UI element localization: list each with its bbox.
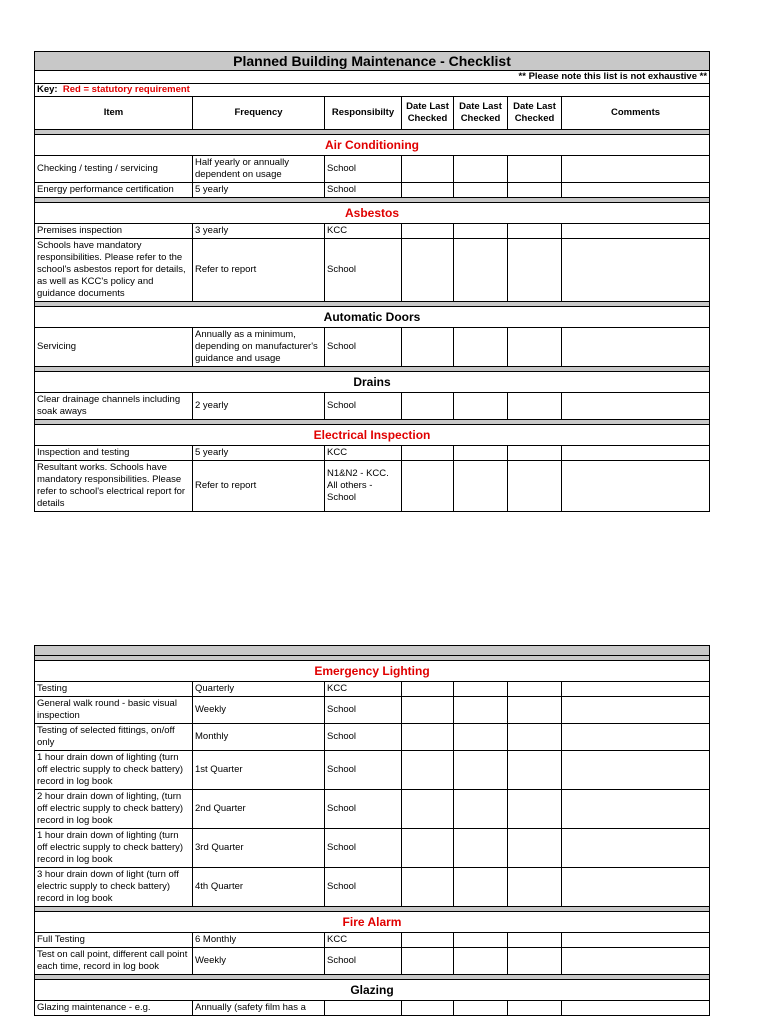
date-cell-1[interactable] bbox=[402, 868, 454, 907]
table-row bbox=[35, 933, 710, 948]
date-cell-2[interactable] bbox=[454, 328, 508, 367]
table-row bbox=[35, 724, 710, 751]
section-heading: Fire Alarm bbox=[35, 912, 710, 933]
col-date-2: Date Last Checked bbox=[454, 97, 508, 130]
date-cell-3[interactable] bbox=[508, 948, 562, 975]
date-cell-1[interactable] bbox=[402, 724, 454, 751]
frequency-cell: 6 Monthly bbox=[193, 933, 325, 948]
table-row bbox=[35, 751, 710, 790]
item-cell: 2 hour drain down of lighting, (turn off electric supply to check battery) record in log book bbox=[35, 790, 193, 829]
date-cell-2[interactable] bbox=[454, 461, 508, 512]
date-cell-1[interactable] bbox=[402, 790, 454, 829]
date-cell-3[interactable] bbox=[508, 183, 562, 198]
date-cell-1[interactable] bbox=[402, 1001, 454, 1016]
date-cell-3[interactable] bbox=[508, 829, 562, 868]
date-cell-1[interactable] bbox=[402, 156, 454, 183]
table-row bbox=[35, 239, 710, 302]
table-row bbox=[35, 790, 710, 829]
col-frequency: Frequency bbox=[193, 97, 325, 130]
col-item: Item bbox=[35, 97, 193, 130]
date-cell-3[interactable] bbox=[508, 724, 562, 751]
comments-cell[interactable] bbox=[562, 239, 710, 302]
responsibility-cell: School bbox=[325, 239, 402, 302]
responsibility-cell bbox=[325, 1001, 402, 1016]
responsibility-cell: School bbox=[325, 724, 402, 751]
comments-cell[interactable] bbox=[562, 393, 710, 420]
table-row bbox=[35, 328, 710, 367]
item-cell: 1 hour drain down of lighting (turn off electric supply to check battery) record in log book bbox=[35, 829, 193, 868]
date-cell-3[interactable] bbox=[508, 682, 562, 697]
date-cell-2[interactable] bbox=[454, 868, 508, 907]
date-cell-3[interactable] bbox=[508, 224, 562, 239]
item-cell: Full Testing bbox=[35, 933, 193, 948]
date-cell-3[interactable] bbox=[508, 328, 562, 367]
key-text: Red = statutory requirement bbox=[62, 84, 190, 95]
responsibility-cell: School bbox=[325, 751, 402, 790]
item-cell: Checking / testing / servicing bbox=[35, 156, 193, 183]
date-cell-3[interactable] bbox=[508, 446, 562, 461]
comments-cell[interactable] bbox=[562, 948, 710, 975]
date-cell-1[interactable] bbox=[402, 446, 454, 461]
header-row bbox=[35, 97, 710, 130]
date-cell-1[interactable] bbox=[402, 933, 454, 948]
responsibility-cell: KCC bbox=[325, 682, 402, 697]
comments-cell[interactable] bbox=[562, 446, 710, 461]
frequency-cell: Weekly bbox=[193, 697, 325, 724]
checklist-body bbox=[35, 52, 710, 512]
frequency-cell: 3 yearly bbox=[193, 224, 325, 239]
checklist-table-1 bbox=[34, 51, 710, 512]
frequency-cell: Refer to report bbox=[193, 239, 325, 302]
key-legend bbox=[35, 84, 710, 97]
date-cell-1[interactable] bbox=[402, 328, 454, 367]
responsibility-cell: School bbox=[325, 697, 402, 724]
checklist-table-2 bbox=[34, 645, 710, 1016]
date-cell-3[interactable] bbox=[508, 868, 562, 907]
responsibility-cell: KCC bbox=[325, 224, 402, 239]
col-comments: Comments bbox=[562, 97, 710, 130]
date-cell-2[interactable] bbox=[454, 724, 508, 751]
date-cell-2[interactable] bbox=[454, 948, 508, 975]
date-cell-1[interactable] bbox=[402, 948, 454, 975]
date-cell-1[interactable] bbox=[402, 224, 454, 239]
table-row bbox=[35, 682, 710, 697]
comments-cell[interactable] bbox=[562, 1001, 710, 1016]
date-cell-3[interactable] bbox=[508, 751, 562, 790]
section-heading: Asbestos bbox=[35, 203, 710, 224]
responsibility-cell: KCC bbox=[325, 446, 402, 461]
responsibility-cell: School bbox=[325, 156, 402, 183]
table-row bbox=[35, 1001, 710, 1016]
frequency-cell: Monthly bbox=[193, 724, 325, 751]
date-cell-3[interactable] bbox=[508, 790, 562, 829]
item-cell: Glazing maintenance - e.g. bbox=[35, 1001, 193, 1016]
comments-cell[interactable] bbox=[562, 461, 710, 512]
date-cell-2[interactable] bbox=[454, 697, 508, 724]
responsibility-cell: KCC bbox=[325, 933, 402, 948]
item-cell: General walk round - basic visual inspection bbox=[35, 697, 193, 724]
item-cell: 3 hour drain down of light (turn off electric supply to check battery) record in log book bbox=[35, 868, 193, 907]
table-row bbox=[35, 224, 710, 239]
section-heading: Glazing bbox=[35, 980, 710, 1001]
responsibility-cell: School bbox=[325, 183, 402, 198]
table-row bbox=[35, 948, 710, 975]
frequency-cell: 5 yearly bbox=[193, 446, 325, 461]
frequency-cell: Half yearly or annually dependent on usage bbox=[193, 156, 325, 183]
checklist-body-continued bbox=[35, 646, 710, 1016]
item-cell: Servicing bbox=[35, 328, 193, 367]
date-cell-1[interactable] bbox=[402, 697, 454, 724]
comments-cell[interactable] bbox=[562, 697, 710, 724]
item-cell: Premises inspection bbox=[35, 224, 193, 239]
responsibility-cell: School bbox=[325, 393, 402, 420]
item-cell: Testing bbox=[35, 682, 193, 697]
item-cell: Inspection and testing bbox=[35, 446, 193, 461]
item-cell: Testing of selected fittings, on/off only bbox=[35, 724, 193, 751]
date-cell-2[interactable] bbox=[454, 183, 508, 198]
date-cell-2[interactable] bbox=[454, 790, 508, 829]
key-label: Key: bbox=[37, 84, 58, 95]
comments-cell[interactable] bbox=[562, 682, 710, 697]
responsibility-cell: School bbox=[325, 948, 402, 975]
date-cell-2[interactable] bbox=[454, 393, 508, 420]
comments-cell[interactable] bbox=[562, 751, 710, 790]
item-cell: Test on call point, different call point each time, record in log book bbox=[35, 948, 193, 975]
item-cell: Resultant works. Schools have mandatory responsibilities. Please refer to school's electrical report for details bbox=[35, 461, 193, 512]
date-cell-2[interactable] bbox=[454, 156, 508, 183]
section-heading: Air Conditioning bbox=[35, 135, 710, 156]
responsibility-cell: N1&N2 - KCC. All others - School bbox=[325, 461, 402, 512]
frequency-cell: 4th Quarter bbox=[193, 868, 325, 907]
table-row bbox=[35, 183, 710, 198]
date-cell-2[interactable] bbox=[454, 239, 508, 302]
frequency-cell: Refer to report bbox=[193, 461, 325, 512]
date-cell-3[interactable] bbox=[508, 697, 562, 724]
table-row bbox=[35, 446, 710, 461]
date-cell-1[interactable] bbox=[402, 751, 454, 790]
date-cell-3[interactable] bbox=[508, 393, 562, 420]
section-heading: Electrical Inspection bbox=[35, 425, 710, 446]
responsibility-cell: School bbox=[325, 868, 402, 907]
page-title: Planned Building Maintenance - Checklist bbox=[35, 52, 710, 71]
comments-cell[interactable] bbox=[562, 724, 710, 751]
responsibility-cell: School bbox=[325, 829, 402, 868]
section-heading: Automatic Doors bbox=[35, 307, 710, 328]
table-row bbox=[35, 868, 710, 907]
item-cell: Schools have mandatory responsibilities. Please refer to the school's asbestos report for details, as well as KCC's policy and guidance documents bbox=[35, 239, 193, 302]
frequency-cell: 3rd Quarter bbox=[193, 829, 325, 868]
date-cell-1[interactable] bbox=[402, 183, 454, 198]
comments-cell[interactable] bbox=[562, 224, 710, 239]
disclaimer-note: ** Please note this list is not exhaustive ** bbox=[35, 71, 710, 84]
responsibility-cell: School bbox=[325, 328, 402, 367]
comments-cell[interactable] bbox=[562, 829, 710, 868]
comments-cell[interactable] bbox=[562, 790, 710, 829]
date-cell-3[interactable] bbox=[508, 933, 562, 948]
table-row bbox=[35, 697, 710, 724]
date-cell-2[interactable] bbox=[454, 682, 508, 697]
frequency-cell: 5 yearly bbox=[193, 183, 325, 198]
date-cell-2[interactable] bbox=[454, 1001, 508, 1016]
col-date-1: Date Last Checked bbox=[402, 97, 454, 130]
table-row bbox=[35, 829, 710, 868]
date-cell-3[interactable] bbox=[508, 461, 562, 512]
table-row bbox=[35, 393, 710, 420]
top-band bbox=[35, 646, 710, 656]
section-heading: Emergency Lighting bbox=[35, 661, 710, 682]
frequency-cell: 2nd Quarter bbox=[193, 790, 325, 829]
date-cell-2[interactable] bbox=[454, 446, 508, 461]
table-row bbox=[35, 156, 710, 183]
frequency-cell: 2 yearly bbox=[193, 393, 325, 420]
date-cell-3[interactable] bbox=[508, 239, 562, 302]
date-cell-1[interactable] bbox=[402, 682, 454, 697]
frequency-cell: 1st Quarter bbox=[193, 751, 325, 790]
comments-cell[interactable] bbox=[562, 328, 710, 367]
item-cell: Energy performance certification bbox=[35, 183, 193, 198]
date-cell-2[interactable] bbox=[454, 224, 508, 239]
comments-cell[interactable] bbox=[562, 868, 710, 907]
comments-cell[interactable] bbox=[562, 183, 710, 198]
frequency-cell: Annually as a minimum, depending on manufacturer's guidance and usage bbox=[193, 328, 325, 367]
frequency-cell: Quarterly bbox=[193, 682, 325, 697]
col-date-3: Date Last Checked bbox=[508, 97, 562, 130]
comments-cell[interactable] bbox=[562, 933, 710, 948]
frequency-cell: Weekly bbox=[193, 948, 325, 975]
item-cell: 1 hour drain down of lighting (turn off electric supply to check battery) record in log book bbox=[35, 751, 193, 790]
table-row bbox=[35, 461, 710, 512]
date-cell-1[interactable] bbox=[402, 461, 454, 512]
section-heading: Drains bbox=[35, 372, 710, 393]
date-cell-1[interactable] bbox=[402, 829, 454, 868]
date-cell-3[interactable] bbox=[508, 156, 562, 183]
date-cell-1[interactable] bbox=[402, 239, 454, 302]
date-cell-3[interactable] bbox=[508, 1001, 562, 1016]
date-cell-1[interactable] bbox=[402, 393, 454, 420]
frequency-cell: Annually (safety film has a bbox=[193, 1001, 325, 1016]
date-cell-2[interactable] bbox=[454, 933, 508, 948]
col-responsibility: Responsibilty bbox=[325, 97, 402, 130]
date-cell-2[interactable] bbox=[454, 751, 508, 790]
responsibility-cell: School bbox=[325, 790, 402, 829]
comments-cell[interactable] bbox=[562, 156, 710, 183]
item-cell: Clear drainage channels including soak aways bbox=[35, 393, 193, 420]
date-cell-2[interactable] bbox=[454, 829, 508, 868]
